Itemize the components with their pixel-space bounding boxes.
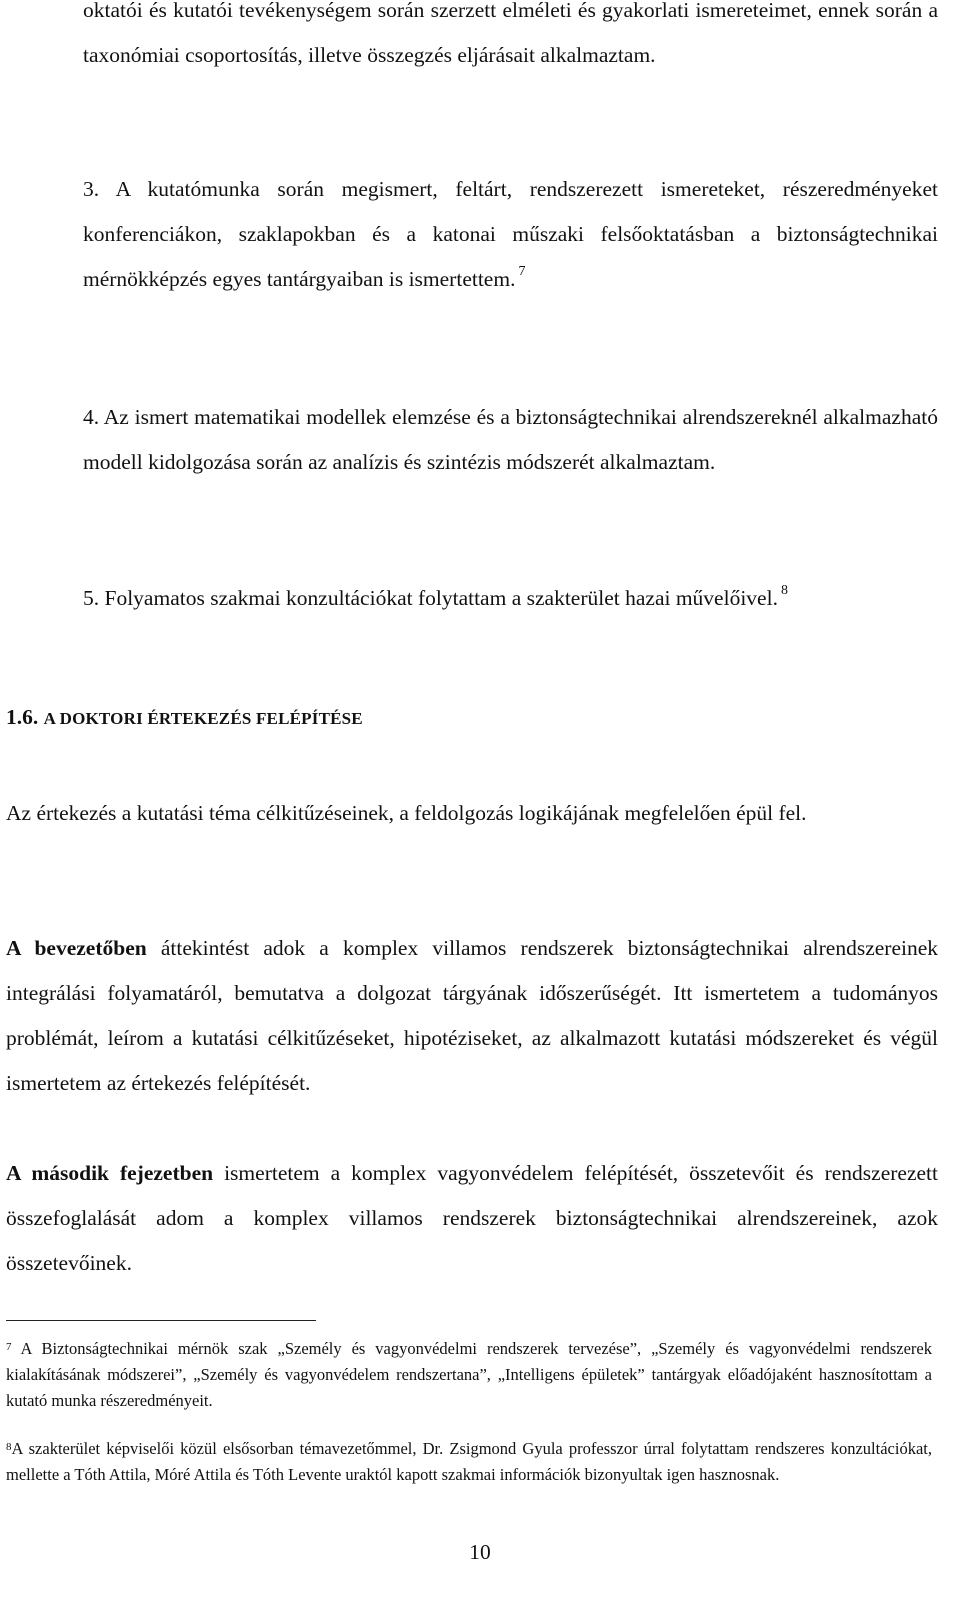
footnote-8 [6,1436,932,1488]
footnote-7-text: A Biztonságtechnikai mérnök szak „Személy és vagyonvédelmi rendszerek tervezése”, „Személy és vagyonvédelmi rendszerek kialakításának módszerei”, „Személy és vagyonvédelem rendszertana”, „Intelligens épületek” tantárgyak előadójaként hasznosítottam a kutató munka részeredményeit. [6,1339,932,1410]
chapter-two-bold-label: A második fejezetben [6,1161,214,1185]
introduction-bold-label: A bevezetőben [6,936,147,960]
footnote-8-mark: 8 [6,1441,12,1453]
footnote-8-text: A szakterület képviselői közül elsősorban témavezetőmmel, Dr. Zsigmond Gyula professzor úrral folytattam rendszeres konzultációkat, mellette a Tóth Attila, Móré Attila és Tóth Levente uraktól kapott szakmai információk bizonyultak igen hasznosnak. [6,1439,932,1484]
body-paragraph-2 [6,926,938,1106]
intro-text: oktatói és kutatói tevékenységem során szerzett elméleti és gyakorlati ismereteimet, ennek során a taxonómiai csoportosítás, illetve összegzés eljárásait alkalmaztam. [83,0,938,67]
body-paragraph-3-text: ismertetem a komplex vagyonvédelem felépítését, összetevőit és rendszerezett összefoglalását adom a komplex villamos rendszerek biztonságtechnikai alrendszereinek, azok összetevőinek. [6,1161,938,1275]
footnote-7-mark: 7 [6,1341,12,1353]
section-title: A DOKTORI ÉRTEKEZÉS FELÉPÍTÉSE [43,709,363,728]
footnote-7 [6,1336,932,1414]
list-item-3-text: 3. A kutatómunka során megismert, feltárt, rendszerezett ismereteket, részeredményeket konferenciákon, szaklapokban és a katonai műszaki felsőoktatásban a biztonságtechnikai mérnökképzés egyes tantárgyaiban is ismertettem. [83,177,938,291]
list-item-5-text: 5. Folyamatos szakmai konzultációkat folytattam a szakterület hazai művelőivel. [83,586,778,610]
section-heading [6,697,363,739]
footnote-separator [6,1320,316,1321]
list-item-4-text: 4. Az ismert matematikai modellek elemzése és a biztonságtechnikai alrendszereknél alkalmazható modell kidolgozása során az analízis és szintézis módszerét alkalmaztam. [83,405,938,474]
footnote-ref-7[interactable]: 7 [518,264,526,279]
page-number: 10 [469,1540,491,1564]
body-paragraph-3 [6,1151,938,1286]
list-item-3 [83,167,938,302]
body-paragraph-1-text: Az értekezés a kutatási téma célkitűzéseinek, a feldolgozás logikájának megfelelően épül fel. [6,801,807,825]
footnote-ref-8[interactable]: 8 [780,583,788,598]
intro-paragraph [83,0,938,78]
list-item-5 [83,576,938,621]
section-number: 1.6. [6,705,39,729]
body-paragraph-2-text: áttekintést adok a komplex villamos rendszerek biztonságtechnikai alrendszereinek integrálási folyamatáról, bemutatva a dolgozat tárgyának időszerűségét. Itt ismertetem a tudományos problémát, leírom a kutatási célkitűzéseket, hipotéziseket, az alkalmazott kutatási módszereket és végül ismertetem az értekezés felépítését. [6,936,939,1095]
list-item-4 [83,395,938,485]
body-paragraph-1 [6,791,938,836]
